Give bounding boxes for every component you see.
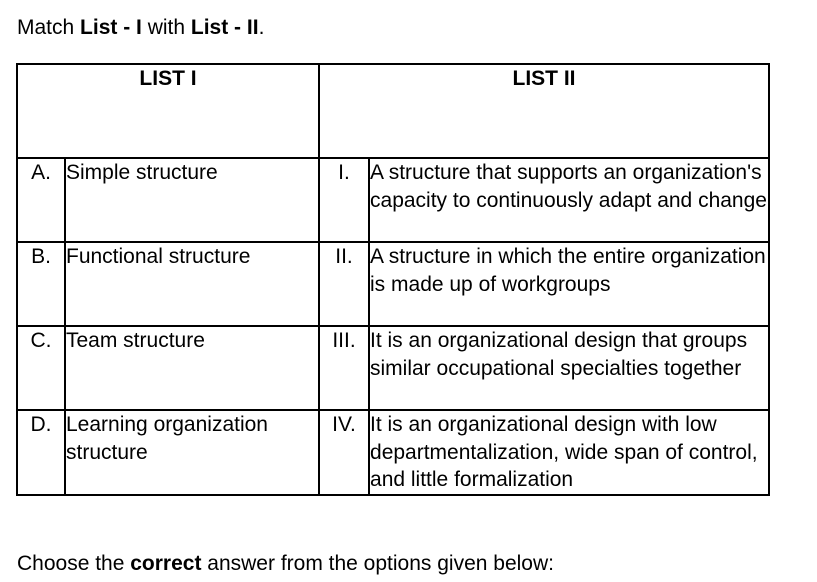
list2-label: II. <box>319 242 369 326</box>
list1-item: Functional structure <box>65 242 319 326</box>
list2-header: LIST II <box>319 64 769 158</box>
list1-item: Simple structure <box>65 158 319 242</box>
list2-description: It is an organizational design that groups similar occupational specialties together <box>369 326 769 410</box>
list2-label: I. <box>319 158 369 242</box>
table-row <box>17 410 769 495</box>
list2-label: IV. <box>319 410 369 495</box>
table-row <box>17 326 769 410</box>
instruction-prefix: Choose the <box>17 552 131 575</box>
match-table <box>16 63 770 496</box>
question-suffix: . <box>258 16 265 39</box>
instruction-text <box>17 550 554 578</box>
instruction-emphasis: correct <box>130 552 202 575</box>
question-prefix: Match <box>17 16 81 39</box>
question-middle: with <box>141 16 191 39</box>
list1-label: C. <box>17 326 65 410</box>
list1-label: D. <box>17 410 65 495</box>
list1-reference: List - I <box>80 16 142 39</box>
list2-description: A structure that supports an organization's capacity to continuously adapt and change <box>369 158 769 242</box>
list2-reference: List - II <box>190 16 259 39</box>
instruction-suffix: answer from the options given below: <box>201 552 554 575</box>
question-text <box>17 14 264 42</box>
list1-item: Learning organization structure <box>65 410 319 495</box>
list1-label: B. <box>17 242 65 326</box>
list2-description: A structure in which the entire organization is made up of workgroups <box>369 242 769 326</box>
list2-label: III. <box>319 326 369 410</box>
list1-item: Team structure <box>65 326 319 410</box>
list2-description: It is an organizational design with low departmentalization, wide span of control, and little formalization <box>369 410 769 495</box>
table-row <box>17 158 769 242</box>
list1-label: A. <box>17 158 65 242</box>
header-row <box>17 64 769 158</box>
list1-header: LIST I <box>17 64 319 158</box>
table-row <box>17 242 769 326</box>
